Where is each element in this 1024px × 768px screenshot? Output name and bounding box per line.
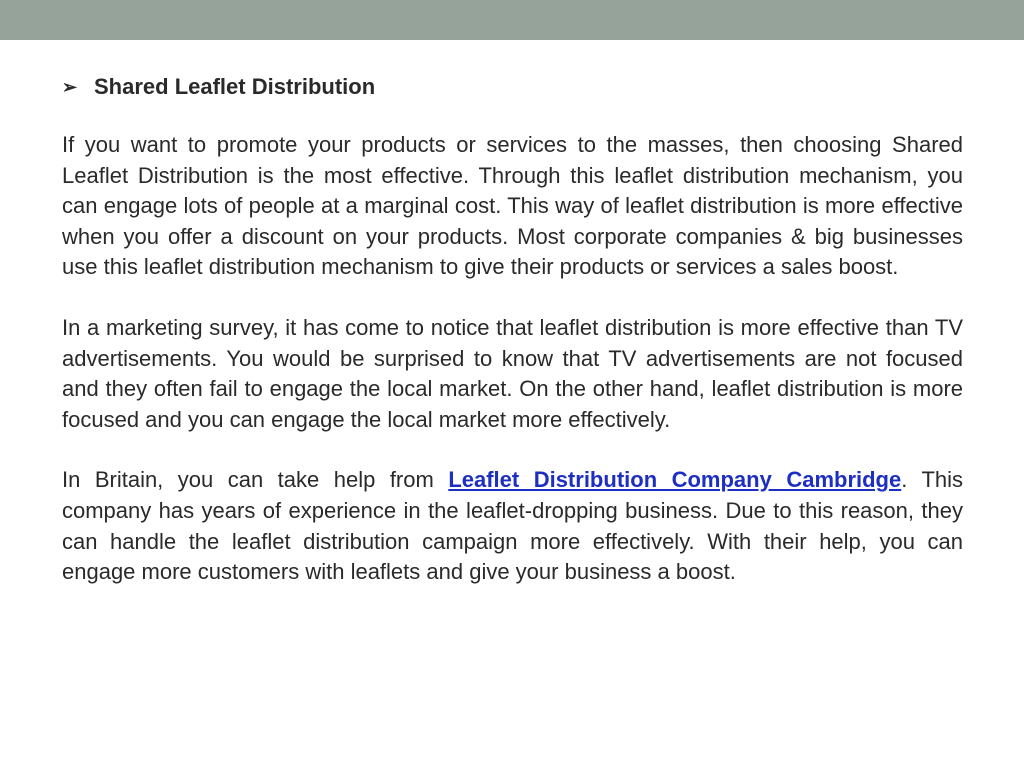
paragraph-1: If you want to promote your products or services to the masses, then choosing Shared Leaflet Distribution is the most effective. Through this leaflet distribution mechanism, you can engage lots of people at a marginal cost. This way of leaflet distribution is more effective when you offer a discount on your products. Most corporate companies & big businesses use this leaflet distribution mechanism to give their products or services a sales boost.	[62, 132, 963, 280]
section-heading	[62, 72, 963, 102]
heading-text: Shared Leaflet Distribution	[94, 74, 376, 99]
company-link[interactable]: Leaflet Distribution Company Cambridge	[448, 467, 902, 493]
paragraph-3-rest: . This company has years of experience in the leaflet-dropping business. Due to this reason, they can handle the leaflet distribution campaign more effectively. With their help, you can engage more customers with leaflets and give your business a boost.	[62, 467, 964, 585]
arrow-bullet-icon: ➢	[62, 77, 78, 97]
slide-content	[62, 72, 963, 618]
paragraph-3-intro: In Britain, you can take help from	[62, 467, 449, 493]
paragraph-2: In a marketing survey, it has come to notice that leaflet distribution is more effective than TV advertisements. You would be surprised to know that TV advertisements are not focused and they often fail to engage the local market. On the other hand, leaflet distribution is more focused and you can engage the local market more effectively.	[62, 314, 963, 432]
paragraph-3	[62, 465, 963, 587]
top-band	[0, 0, 1024, 40]
